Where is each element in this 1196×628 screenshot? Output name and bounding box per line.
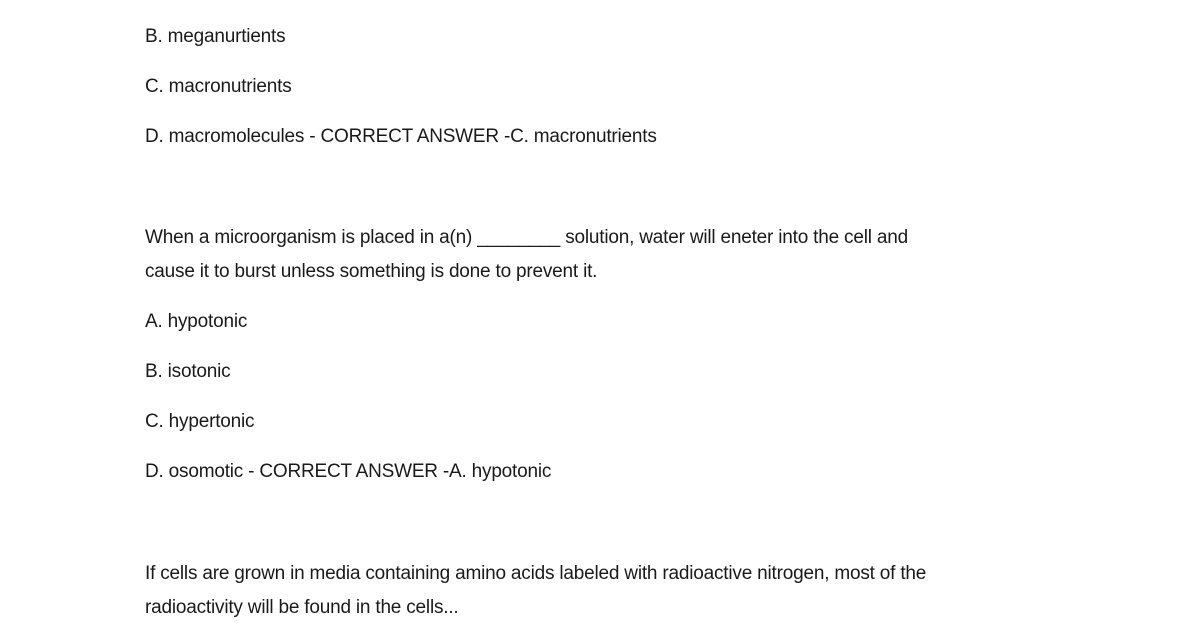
q2-question-line-1: When a microorganism is placed in a(n) ________ solution, water will eneter into the cell and [145, 227, 908, 248]
q1-option-b: B. meganurtients [145, 26, 286, 47]
q1-option-c: C. macronutrients [145, 76, 292, 97]
q2-option-b: B. isotonic [145, 361, 231, 382]
q2-option-c: C. hypertonic [145, 411, 255, 432]
q2-question-line-2: cause it to burst unless something is done to prevent it. [145, 261, 598, 282]
q3-question-line-2: radioactivity will be found in the cells... [145, 597, 459, 618]
q1-option-d-answer: D. macromolecules - CORRECT ANSWER -C. macronutrients [145, 126, 657, 147]
q2-option-d-answer: D. osomotic - CORRECT ANSWER -A. hypotonic [145, 461, 552, 482]
q3-question-line-1: If cells are grown in media containing amino acids labeled with radioactive nitrogen, most of the [145, 563, 927, 584]
q2-option-a: A. hypotonic [145, 311, 248, 332]
